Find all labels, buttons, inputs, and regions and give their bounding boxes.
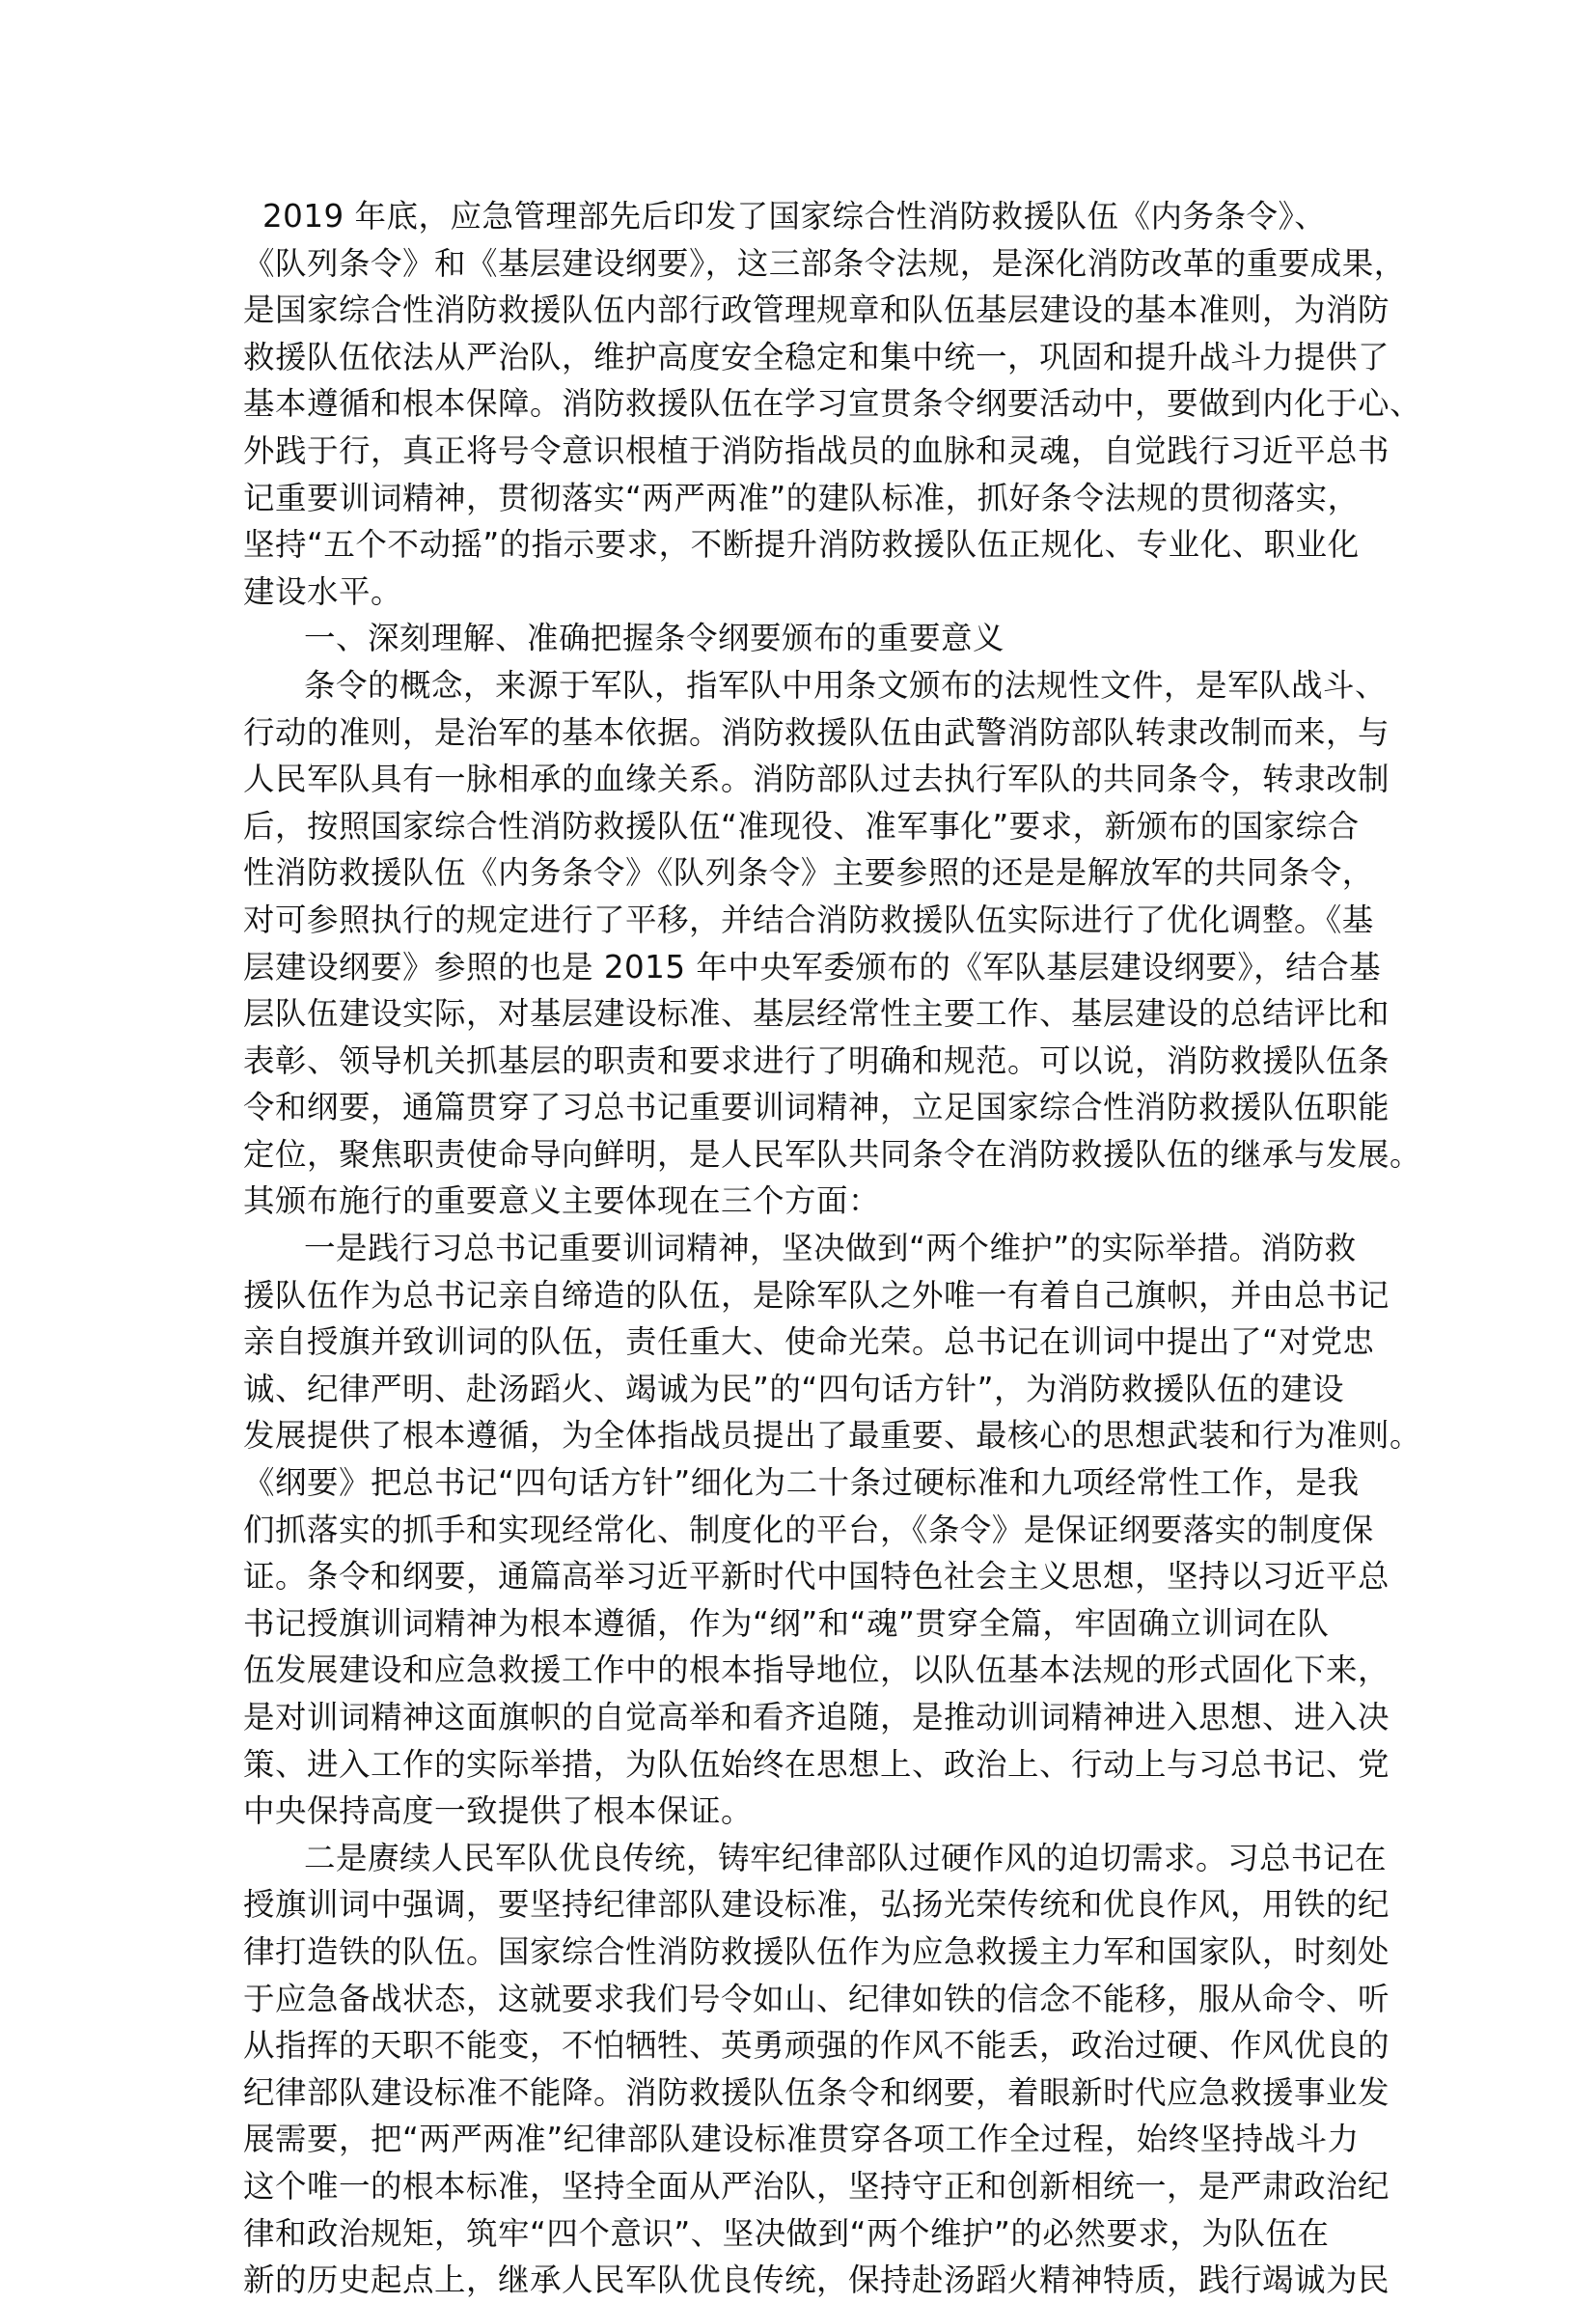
document-body (243, 193, 1422, 2304)
text-line: 表彰、领导机关抓基层的职责和要求进行了明确和规范。可以说，消防救援队伍条 (243, 1041, 1390, 1079)
text-line: 援队伍作为总书记亲自缔造的队伍，是除军队之外唯一有着自己旗帜，并由总书记 (243, 1276, 1390, 1314)
text-line: 授旗训词中强调，要坚持纪律部队建设标准，弘扬光荣传统和优良作风，用铁的纪 (243, 1886, 1390, 1924)
text-line: 们抓落实的抓手和实现经常化、制度化的平台，《条令》是保证纲要落实的制度保 (243, 1511, 1374, 1548)
text-line: 伍发展建设和应急救援工作中的根本指导地位，以队伍基本法规的形式固化下来， (243, 1652, 1390, 1689)
text-line: 诚、纪律严明、赴汤蹈火、竭诚为民”的“四句话方针”，为消防救援队伍的建设 (243, 1370, 1345, 1407)
text-line: 坚持“五个不动摇”的指示要求，不断提升消防救援队伍正规化、专业化、职业化 (243, 526, 1360, 564)
text-line: 层建设纲要》参照的也是 2015 年中央军委颁布的《军队基层建设纲要》，结合基 (243, 948, 1382, 985)
text-line: 从指挥的天职不能变，不怕牺牲、英勇顽强的作风不能丢，政治过硬、作风优良的 (243, 2027, 1390, 2065)
text-line: 记重要训词精神，贯彻落实“两严两准”的建队标准，抓好条令法规的贯彻落实， (243, 479, 1360, 516)
text-line: 性消防救援队伍《内务条令》《队列条令》主要参照的还是是解放军的共同条令， (243, 854, 1374, 892)
text-line: 中央保持高度一致提供了根本保证。 (243, 1792, 754, 1830)
text-line: 对可参照执行的规定进行了平移，并结合消防救援队伍实际进行了优化调整。《基 (243, 901, 1374, 938)
text-line: 建设水平。 (243, 572, 403, 610)
text-line: 其颁布施行的重要意义主要体现在三个方面： (243, 1182, 881, 1220)
text-line: 后，按照国家综合性消防救援队伍“准现役、准军事化”要求，新颁布的国家综合 (243, 807, 1360, 845)
text-line: 行动的准则，是治军的基本依据。消防救援队伍由武警消防部队转隶改制而来，与 (243, 713, 1390, 751)
text-line: 于应急备战状态，这就要求我们号令如山、纪律如铁的信念不能移，服从命令、听 (243, 1980, 1390, 2017)
text-line: 发展提供了根本遵循，为全体指战员提出了最重要、最核心的思想武装和行为准则。 (243, 1417, 1422, 1455)
text-line: 一是践行习总书记重要训词精神，坚决做到“两个维护”的实际举措。消防救 (304, 1230, 1357, 1267)
text-line: 定位，聚焦职责使命导向鲜明，是人民军队共同条令在消防救援队伍的继承与发展。 (243, 1135, 1422, 1173)
text-line: 是国家综合性消防救援队伍内部行政管理规章和队伍基层建设的基本准则，为消防 (243, 291, 1390, 329)
text-line: 二是赓续人民军队优良传统，铸牢纪律部队过硬作风的迫切需求。习总书记在 (304, 1839, 1388, 1876)
text-line: 《纲要》把总书记“四句话方针”细化为二十条过硬标准和九项经常性工作，是我 (243, 1464, 1360, 1502)
text-line: 是对训词精神这面旗帜的自觉高举和看齐追随，是推动训词精神进入思想、进入决 (243, 1699, 1390, 1735)
text-line: 2019 年底，应急管理部先后印发了国家综合性消防救援队伍《内务条令》、 (262, 198, 1327, 235)
text-line: 层队伍建设实际，对基层建设标准、基层经常性主要工作、基层建设的总结评比和 (243, 995, 1390, 1033)
text-line: 书记授旗训词精神为根本遵循，作为“纲”和“魂”贯穿全篇，牢固确立训词在队 (243, 1604, 1330, 1642)
text-line: 外践于行，真正将号令意识根植于消防指战员的血脉和灵魂，自觉践行习近平总书 (243, 431, 1390, 469)
text-line: 人民军队具有一脉相承的血缘关系。消防部队过去执行军队的共同条令，转隶改制 (243, 761, 1390, 798)
text-line: 律打造铁的队伍。国家综合性消防救援队伍作为应急救援主力军和国家队，时刻处 (243, 1932, 1390, 1970)
text-line: 救援队伍依法从严治队，维护高度安全稳定和集中统一，巩固和提升战斗力提供了 (243, 338, 1390, 375)
text-line: 条令的概念，来源于军队，指军队中用条文颁布的法规性文件，是军队战斗、 (304, 666, 1388, 704)
text-line: 一、深刻理解、准确把握条令纲要颁布的重要意义 (304, 620, 1005, 657)
text-line: 纪律部队建设标准不能降。消防救援队伍条令和纲要，着眼新时代应急救援事业发 (243, 2073, 1390, 2111)
text-line: 策、进入工作的实际举措，为队伍始终在思想上、政治上、行动上与习总书记、党 (243, 1745, 1390, 1783)
text-line: 《队列条令》和《基层建设纲要》，这三部条令法规，是深化消防改革的重要成果， (243, 244, 1406, 282)
text-line: 基本遵循和根本保障。消防救援队伍在学习宣贯条令纲要活动中，要做到内化于心、 (243, 385, 1422, 423)
text-line: 新的历史起点上，继承人民军队优良传统，保持赴汤蹈火精神特质，践行竭诚为民 (243, 2262, 1390, 2299)
text-line: 证。条令和纲要，通篇高举习近平新时代中国特色社会主义思想，坚持以习近平总 (243, 1558, 1390, 1596)
text-line: 律和政治规矩，筑牢“四个意识”、坚决做到“两个维护”的必然要求，为队伍在 (243, 2214, 1330, 2252)
text-line: 令和纲要，通篇贯穿了习总书记重要训词精神，立足国家综合性消防救援队伍职能 (243, 1089, 1390, 1126)
text-line: 展需要，把“两严两准”纪律部队建设标准贯穿各项工作全过程，始终坚持战斗力 (243, 2121, 1360, 2158)
text-line: 这个唯一的根本标准，坚持全面从严治队，坚持守正和创新相统一，是严肃政治纪 (243, 2167, 1390, 2205)
text-line: 亲自授旗并致训词的队伍，责任重大、使命光荣。总书记在训词中提出了“对党忠 (243, 1323, 1375, 1361)
